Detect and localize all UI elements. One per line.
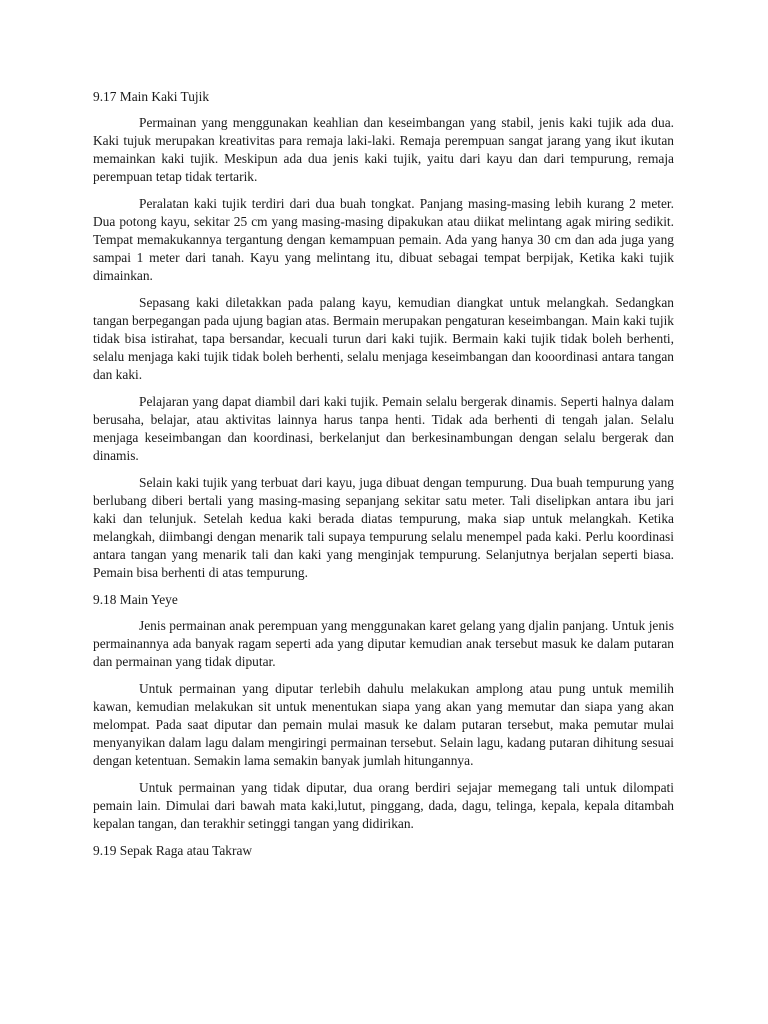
paragraph: Pelajaran yang dapat diambil dari kaki tujik. Pemain selalu bergerak dinamis. Seperti halnya dalam berusaha, belajar, atau aktivitas lainnya harus tanpa henti. Tidak ada berhenti di tengah jalan. Selalu menjaga keseimbangan dan koordinasi, berkelanjut dan berkesinambungan dengan selalu bergerak dan dinamis. bbox=[93, 394, 674, 463]
page-content bbox=[93, 88, 674, 868]
paragraph: Untuk permainan yang diputar terlebih dahulu melakukan amplong atau pung untuk memilih kawan, kemudian melakukan sit untuk menentukan siapa yang akan yang memutar dan siapa yang akan melompat. Pada saat diputar dan pemain mulai masuk ke dalam putaran tersebut, maka pemutar mulai menyanyikan dalam lagu dalam mengiringi permainan tersebut. Selain lagu, kadang putaran dihitung sesuai dengan ketentuan. Semakin lama semakin banyak jumlah hitungannya. bbox=[93, 681, 674, 768]
section-heading: 9.17 Main Kaki Tujik bbox=[93, 89, 210, 104]
paragraph: Permainan yang menggunakan keahlian dan keseimbangan yang stabil, jenis kaki tujik ada dua. Kaki tujuk merupakan kreativitas para remaja laki-laki. Remaja perempuan sangat jarang yang ikut ikutan memainkan kaki tujik. Meskipun ada dua jenis kaki tujik, yaitu dari kayu dan dari tempurung, remaja perempuan tetap tidak tertarik. bbox=[93, 115, 674, 184]
paragraph: Jenis permainan anak perempuan yang menggunakan karet gelang yang djalin panjang. Untuk jenis permainannya ada banyak ragam seperti ada yang diputar kemudian anak tersebut masuk ke dalam putaran dan permainan yang tidak diputar. bbox=[93, 618, 674, 669]
section-9-18 bbox=[93, 591, 674, 833]
paragraph: Sepasang kaki diletakkan pada palang kayu, kemudian diangkat untuk melangkah. Sedangkan tangan berpegangan pada ujung bagian atas. Bermain merupakan pengaturan keseimbangan. Main kaki tujik tidak bisa istirahat, tapa bersandar, kecuali turun dari kaki tujik. Bermain kaki tujik tidak boleh berhenti, selalu menjaga kaki tujik tidak boleh berhenti, selalu menjaga keseimbangan dan kooordinasi antara tangan dan kaki. bbox=[93, 295, 674, 382]
paragraph: Untuk permainan yang tidak diputar, dua orang berdiri sejajar memegang tali untuk dilompati pemain lain. Dimulai dari bawah mata kaki,lutut, pinggang, dada, dagu, telinga, kepala, kepala ditambah kepalan tangan, dan terakhir setinggi tangan yang didirikan. bbox=[93, 780, 674, 831]
paragraph: Peralatan kaki tujik terdiri dari dua buah tongkat. Panjang masing-masing lebih kurang 2 meter. Dua potong kayu, sekitar 25 cm yang masing-masing dipakukan atau diikat melintang agak miring sedikit. Tempat memakukannya tergantung dengan kemampuan pemain. Ada yang hanya 30 cm dan ada juga yang sampai 1 meter dari tanah. Kayu yang melintang itu, dibuat sebagai tempat berpijak, Ketika kaki tujik dimainkan. bbox=[93, 196, 674, 283]
section-9-19 bbox=[93, 842, 674, 860]
paragraph: Selain kaki tujik yang terbuat dari kayu, juga dibuat dengan tempurung. Dua buah tempurung yang berlubang diberi bertali yang masing-masing sepanjang sekitar satu meter. Tali diselipkan antara ibu jari kaki dan telunjuk. Setelah kedua kaki berada diatas tempurung, maka siap untuk melangkah. Ketika melangkah, diimbangi dengan menarik tali supaya tempurung selalu menempel pada kaki. Perlu koordinasi antara tangan yang menarik tali dan kaki yang menginjak tempurung. Selanjutnya berjalan seperti biasa. Pemain bisa berhenti di atas tempurung. bbox=[93, 475, 674, 580]
section-heading: 9.18 Main Yeye bbox=[93, 592, 178, 607]
section-9-17 bbox=[93, 88, 674, 582]
section-heading: 9.19 Sepak Raga atau Takraw bbox=[93, 843, 253, 858]
